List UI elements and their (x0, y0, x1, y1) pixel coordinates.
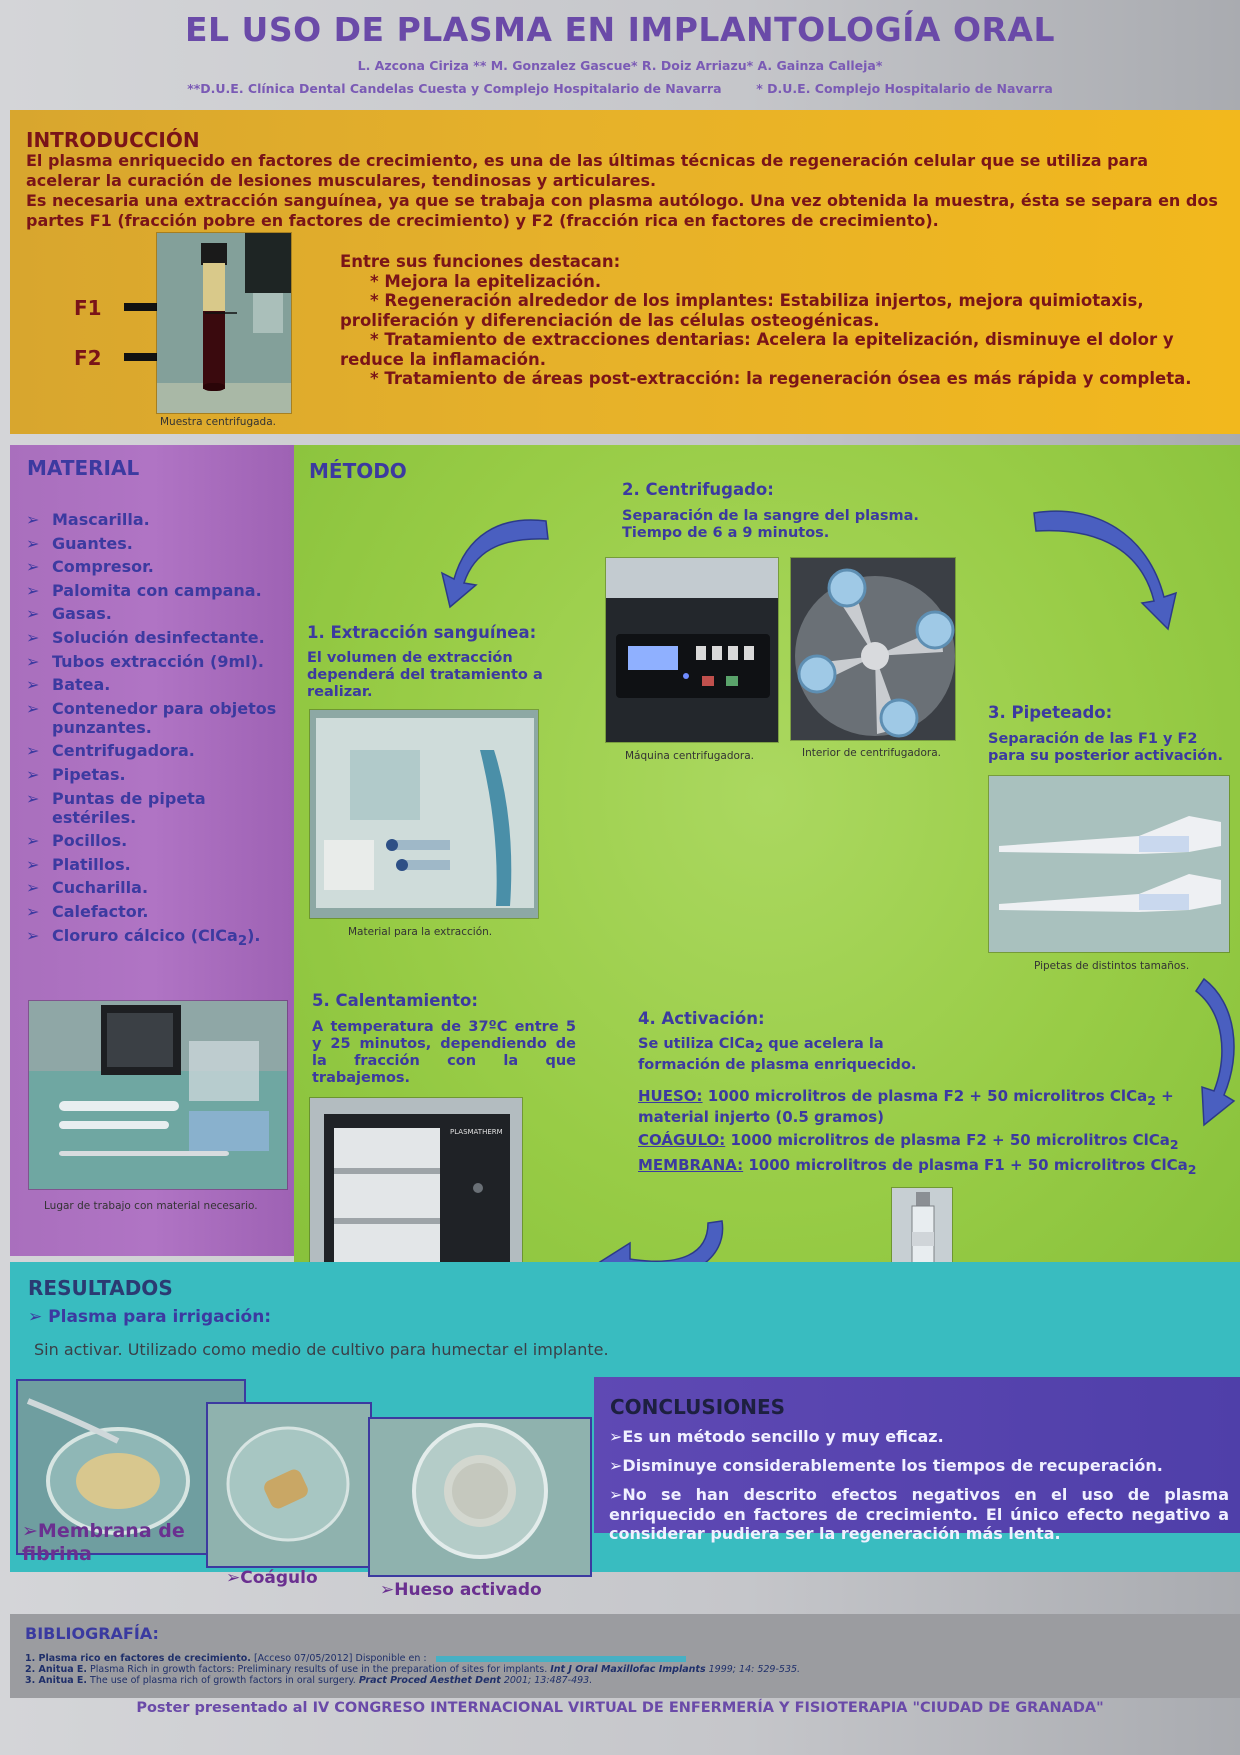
material-heading: MATERIAL (27, 456, 140, 480)
introduction-text (26, 151, 1226, 231)
extraction-material-photo (309, 709, 539, 919)
step-4-title: 4. Activación: (638, 1009, 765, 1028)
pipettes-photo (988, 775, 1230, 953)
material-item: ➢ Compresor. (26, 557, 154, 577)
material-item: ➢ Pipetas. (26, 764, 126, 784)
conclusions-section (594, 1377, 1240, 1543)
sample-caption: Muestra centrifugada. (160, 416, 276, 428)
step-2-text-1: Separación de la sangre del plasma. (622, 508, 919, 524)
material-item: ➢ Guantes. (26, 533, 133, 553)
introduction-section (10, 110, 1240, 434)
centrifuge-machine-caption: Máquina centrifugadora. (625, 750, 755, 762)
bibliography-heading: BIBLIOGRAFÍA: (25, 1624, 159, 1643)
method-section (294, 445, 1240, 1319)
results-heading: RESULTADOS (28, 1276, 173, 1300)
material-section (10, 445, 294, 1256)
material-item: ➢ Cucharilla. (26, 878, 149, 898)
svg-text:PLASMATHERM: PLASMATHERM (450, 1128, 503, 1136)
bibliography-ref-3: 3. Anitua E. The use of plasma rich of growth factors in oral surgery. Pract Proced Aesthet Dent 2001; 13:487-493. (25, 1675, 593, 1686)
step-2-title: 2. Centrifugado: (622, 480, 774, 499)
material-item: ➢ Platillos. (26, 854, 131, 874)
affiliations-line (0, 81, 1240, 96)
step-2-text-2: Tiempo de 6 a 9 minutos. (622, 525, 830, 541)
centrifuged-sample-photo (156, 232, 292, 414)
material-item: ➢ Calefactor. (26, 901, 149, 921)
centrifuge-interior-caption: Interior de centrifugadora. (802, 747, 941, 759)
clot-photo (206, 1402, 372, 1568)
material-item: ➢ Solución desinfectante. (26, 627, 265, 647)
functions-heading: Entre sus funciones destacan: (340, 252, 621, 271)
extraction-caption: Material para la extracción. (348, 926, 493, 938)
introduction-heading: INTRODUCCIÓN (26, 128, 200, 152)
conclusion-item: ➢Disminuye considerablemente los tiempos de recuperación. (609, 1456, 1163, 1475)
affiliation-2: * D.U.E. Complejo Hospitalario de Navarra (756, 81, 1053, 96)
results-subheading: ➢ Plasma para irrigación: (28, 1307, 272, 1327)
function-item: * Mejora la epitelización. (370, 271, 602, 291)
curved-arrow-icon (1032, 501, 1192, 631)
intro-paragraph-1: El plasma enriquecido en factores de crecimiento, es una de las últimas técnicas de regeneración celular que se utiliza para acelerar la curación de lesiones musculares, tendinosas y articulares. (26, 151, 1149, 190)
step-3-title: 3. Pipeteado: (988, 703, 1113, 722)
function-item: * Regeneración alrededor de los implantes: Estabiliza injertos, mejora quimiotaxis, proliferación y diferenciación de las células osteogénicas. (340, 291, 1144, 330)
centrifuge-interior-photo (790, 557, 956, 741)
label-f1: F1 (74, 296, 102, 320)
material-list (26, 510, 288, 955)
workplace-caption: Lugar de trabajo con material necesario. (44, 1200, 258, 1212)
material-item: ➢ Mascarilla. (26, 510, 150, 529)
bibliography-ref-2: 2. Anitua E. Plasma Rich in growth factors: Preliminary results of use in the preparation of sites for implants. Int J Oral Maxillofac Implants 1999; 14: 529-535. (25, 1664, 801, 1675)
workplace-photo (28, 1000, 288, 1190)
material-item: ➢ Tubos extracción (9ml). (26, 651, 264, 671)
intro-paragraph-2: Es necesaria una extracción sanguínea, ya que se trabaja con plasma autólogo. Una vez obtenida la muestra, ésta se separa en dos partes F1 (fracción pobre en factores de crecimiento) y F2 (fracción rica en factores de crecimiento). (26, 191, 1218, 230)
conclusions-heading: CONCLUSIONES (610, 1395, 786, 1419)
material-item: ➢ Cloruro cálcico (ClCa$_2$). (26, 925, 261, 949)
link-redacted (436, 1656, 686, 1662)
clot-label: ➢Coágulo (226, 1568, 318, 1588)
step-1-text: El volumen de extracción dependerá del tratamiento a realizar. (307, 650, 543, 700)
pipettes-caption: Pipetas de distintos tamaños. (1034, 960, 1190, 972)
step-4-coagulo: COÁGULO: 1000 microlitros de plasma F2 + 50 microlitros ClCa$_2$ (638, 1131, 1179, 1152)
poster-title: EL USO DE PLASMA EN IMPLANTOLOGÍA ORAL (184, 10, 1055, 49)
material-item: ➢ Pocillos. (26, 831, 128, 851)
curved-arrow-icon (428, 509, 558, 609)
step-4-membrana: MEMBRANA: 1000 microlitros de plasma F1 + 50 microlitros ClCa$_2$ (638, 1156, 1197, 1177)
function-item: * Tratamiento de extracciones dentarias: Acelera la epitelización, disminuye el dolor y reduce la inflamación. (340, 330, 1174, 369)
material-item: ➢ Gasas. (26, 604, 112, 624)
authors-line: L. Azcona Ciriza ** M. Gonzalez Gascue* R. Doiz Arriazu* A. Gainza Calleja* (357, 58, 883, 73)
method-heading: MÉTODO (309, 459, 407, 483)
bibliography-ref-1: 1. Plasma rico en factores de crecimiento. [Acceso 07/05/2012] Disponible en : (25, 1653, 686, 1664)
step-3-text: Separación de las F1 y F2 para su posterior activación. (988, 731, 1224, 764)
step-4-hueso: HUESO: 1000 microlitros de plasma F2 + 50 microlitros ClCa$_2$ + material injerto (0.5 gramos) (638, 1087, 1174, 1126)
footer-note: Poster presentado al IV CONGRESO INTERNACIONAL VIRTUAL DE ENFERMERÍA Y FISIOTERAPIA "CIUDAD DE GRANADA" (136, 1700, 1104, 1716)
material-item: ➢ Centrifugadora. (26, 741, 195, 761)
step-1-title: 1. Extracción sanguínea: (307, 623, 537, 642)
label-f2: F2 (74, 346, 102, 370)
activated-bone-photo (368, 1417, 592, 1577)
results-text: Sin activar. Utilizado como medio de cultivo para humectar el implante. (34, 1340, 609, 1359)
material-item: ➢ Puntas de pipeta estériles. (26, 788, 206, 827)
centrifuge-machine-photo (605, 557, 779, 743)
function-item: * Tratamiento de áreas post-extracción: la regeneración ósea es más rápida y completa. (370, 369, 1192, 388)
activated-bone-label: ➢Hueso activado (380, 1580, 542, 1600)
material-item: ➢ Contenedor para objetos punzantes. (26, 698, 277, 737)
material-item: ➢ Palomita con campana. (26, 580, 262, 600)
step-5-text: A temperatura de 37ºC entre 5 y 25 minutos, dependiendo de la fracción con la que trabajemos. (312, 1019, 576, 1086)
step-4-text: Se utiliza ClCa$_2$ que acelera la formación de plasma enriquecido. (638, 1036, 917, 1073)
conclusion-item: ➢No se han descrito efectos negativos en el uso de plasma enriquecido en factores de crecimiento. El único efecto negativo a considerar pudiera ser la regeneración más lenta. (609, 1485, 1229, 1543)
material-item: ➢ Batea. (26, 675, 111, 695)
step-5-title: 5. Calentamiento: (312, 991, 478, 1010)
conclusion-item: ➢Es un método sencillo y muy eficaz. (609, 1427, 944, 1446)
affiliation-1: **D.U.E. Clínica Dental Candelas Cuesta y Complejo Hospitalario de Navarra (187, 81, 722, 96)
functions-block (340, 252, 1230, 389)
bibliography-section (10, 1614, 1240, 1698)
fibrin-membrane-label: ➢Membrana de fibrina (22, 1520, 185, 1565)
